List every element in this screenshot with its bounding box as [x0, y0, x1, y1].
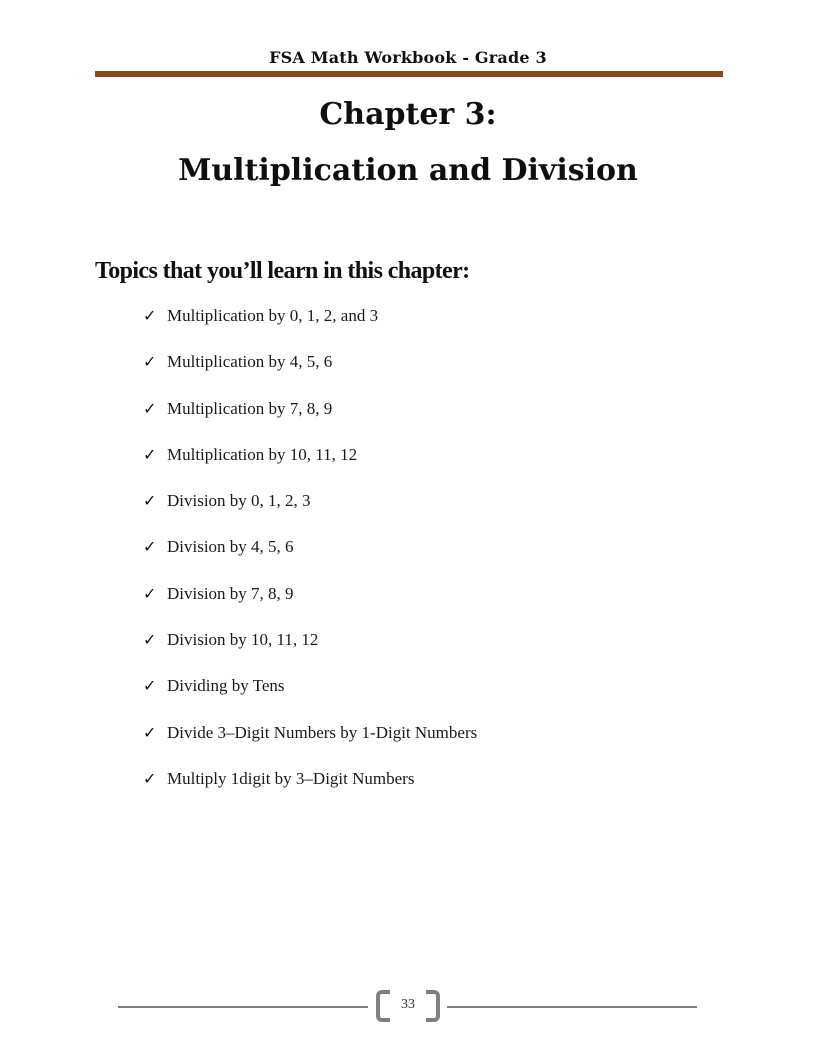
right-bracket-icon [426, 990, 440, 1022]
chapter-subtitle: Multiplication and Division [178, 153, 638, 188]
list-item [143, 674, 477, 720]
list-item [143, 304, 477, 350]
topic-label: Multiplication by 7, 8, 9 [167, 398, 333, 418]
left-bracket-icon [376, 990, 390, 1022]
topic-label: Divide 3–Digit Numbers by 1-Digit Numbers [167, 722, 478, 742]
check-icon: ✓ [143, 583, 157, 603]
page-number: 33 [401, 997, 415, 1012]
check-icon: ✓ [143, 722, 157, 742]
topic-label: Division by 7, 8, 9 [167, 583, 294, 603]
list-item [143, 397, 477, 443]
list-item [143, 628, 477, 674]
list-item [143, 489, 477, 535]
header-title: FSA Math Workbook - Grade 3 [269, 48, 547, 67]
check-icon: ✓ [143, 398, 157, 418]
check-icon: ✓ [143, 352, 157, 372]
topic-label: Multiplication by 0, 1, 2, and 3 [167, 306, 379, 325]
list-item [143, 582, 477, 628]
topic-label: Multiplication by 10, 11, 12 [167, 444, 358, 464]
footer-divider-left [118, 1006, 368, 1008]
topics-heading: Topics that you’ll learn in this chapter: [95, 258, 470, 284]
footer-divider-right [447, 1006, 697, 1008]
check-icon: ✓ [143, 768, 157, 788]
topic-label: Division by 10, 11, 12 [167, 630, 319, 650]
topic-label: Multiply 1digit by 3–Digit Numbers [167, 768, 415, 788]
list-item [143, 443, 477, 489]
topic-label: Multiplication by 4, 5, 6 [167, 352, 333, 372]
list-item [143, 721, 477, 767]
check-icon: ✓ [143, 676, 157, 696]
topic-label: Dividing by Tens [167, 676, 285, 696]
chapter-title: Chapter 3: [319, 97, 497, 132]
list-item [143, 350, 477, 396]
list-item [143, 535, 477, 581]
check-icon: ✓ [143, 444, 157, 464]
topic-label: Division by 4, 5, 6 [167, 537, 294, 557]
topic-list [143, 304, 477, 813]
check-icon: ✓ [143, 306, 157, 325]
check-icon: ✓ [143, 630, 157, 650]
list-item [143, 767, 477, 813]
check-icon: ✓ [143, 491, 157, 511]
header-divider [95, 71, 723, 77]
check-icon: ✓ [143, 537, 157, 557]
topic-label: Division by 0, 1, 2, 3 [167, 491, 311, 511]
